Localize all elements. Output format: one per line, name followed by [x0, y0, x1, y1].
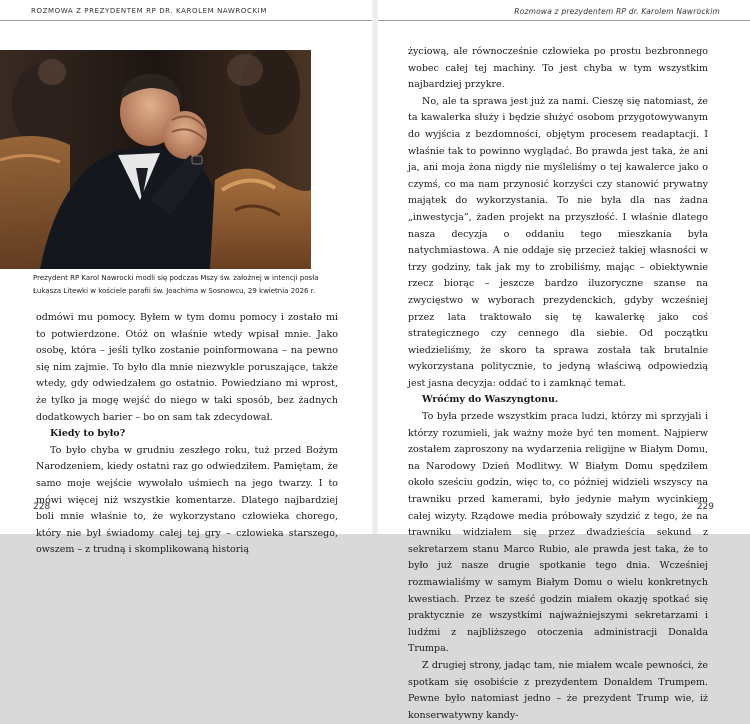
- paragraph: No, ale ta sprawa jest już za nami. Cieszę się natomiast, że ta kawalerka służy i będzie służyć osobom przygotowywanym do wyjścia z bezdomności, objętym procesem readaptacji. I właśnie tak to powinno wyglądać. Bo prawda jest taka, że ani ja, ani moja żona nigdy nie myśleliśmy o tej kawalerce jako o czymś, co ma nam przynosić korzyści czy stanowić prywatny majątek do wykorzystania. To nie była dla nas żadna „inwestycja”, żaden projekt na przyszłość. I właśnie dlatego nasza decyzja o oddaniu tego mieszkania była natychmiastowa. A nie oddaje się przecież takiej własności w trzy godziny, tak jak my to zrobiliśmy, mając – obiektywnie rzecz biorąc – jeszcze bardzo iluzoryczne szanse na zwycięstwo w wyborach prezydenckich, gdyby wcześniej przez lata traktowało się tę kawalerkę jako coś strategicznego czy cennego dla siebie. Od początku wiedzieliśmy, że skoro ta sprawa została tak brutalnie wykorzystana politycznie, to jedyną właściwą odpowiedzią jest jasna decyzja: oddać to i zamknąć temat.: [408, 95, 708, 389]
- right-page-text: [408, 44, 708, 724]
- running-head-left: ROZMOWA Z PREZYDENTEM RP DR. KAROLEM NAWROCKIM: [31, 7, 267, 15]
- page-number-left: 228: [33, 502, 51, 512]
- running-head-right: Rozmowa z prezydentem RP dr. Karolem Nawrockim: [514, 7, 720, 16]
- left-page-text: [36, 310, 338, 559]
- paragraph: odmówi mu pomocy. Byłem w tym domu pomocy i zostało mi to potwierdzone. Otóż on właśnie wtedy wpisał mnie. Jako osobę, która – jeśli tylko zostanie poinformowana – na pewno się nim zajmie. To było dla mnie niezwykle poruszające, także wtedy, gdy odwiedzałem go ostatnio. Powiedziano mi wprost, że tylko ja mogę wejść do niego w taki sposób, bez żadnych dodatkowych barier – bo on sam tak zdecydował.: [36, 312, 338, 423]
- paragraph: życiową, ale równocześnie człowieka po prostu bezbronnego wobec całej tej machiny. To jest chyba w tym wszystkim najbardziej przykre.: [408, 46, 708, 91]
- paragraph: Z drugiej strony, jadąc tam, nie miałem wcale pewności, że spotkam się osobiście z prezydentem Donaldem Trumpem. Pewne było natomiast jedno – że prezydent Trump wie, iż konserwatywny kandy-: [408, 659, 708, 721]
- paragraph: To było chyba w grudniu zeszłego roku, tuż przed Bożym Narodzeniem, kiedy ostatni raz go odwiedziłem. Pamiętam, że samo moje wejście wywołało uśmiech na jego twarzy. I to mówi więcej niż wszystkie komentarze. Dlatego najbardziej boli mnie właśnie to, że wykorzystano człowieka chorego, który nie był świadomy całej tej gry – człowieka starszego, owszem – z trudną i skomplikowaną historią: [36, 444, 338, 556]
- interview-question: Kiedy to było?: [50, 428, 126, 440]
- page-number-right: 229: [696, 502, 714, 512]
- book-gutter: [372, 0, 378, 534]
- header-rule-right: [378, 20, 750, 21]
- header-rule-left: [0, 20, 372, 21]
- paragraph: To była przede wszystkim praca ludzi, którzy mi sprzyjali i którzy rozumieli, jak ważny może być ten moment. Najpierw zostałem zaproszony na wydarzenia religijne w Białym Domu, na Narodowy Dzień Modlitwy. W Białym Domu spędziłem około sześciu godzin, więc to, co później widzieli wszyscy na trawniku przed kamerami, było jedynie małym wycinkiem całej wizyty. Rządowe media próbowały szydzić z tego, że na trawniku widziałem się przez dwadzieścia sekund z sekretarzem stanu Marco Rubio, ale prawda jest taka, że to było już nasze drugie spotkanie tego dnia. Wcześniej rozmawialiśmy w samym Białym Domu o wielu konkretnych kwestiach. Przez te sześć godzin miałem okazję spotkać się praktycznie ze wszystkimi najważniejszymi sekretarzami i ludźmi z najbliższego otoczenia administracji Donalda Trumpa.: [408, 411, 708, 655]
- interview-question: Wróćmy do Waszyngtonu.: [422, 394, 559, 406]
- photo-caption: Prezydent RP Karol Nawrocki modli się podczas Mszy św. założnej w intencji posła Łukasza Litewki w kościele parafii św. Joachima w Sosnowcu, 29 kwietnia 2026 r.: [33, 274, 319, 295]
- photo-praying-man: [0, 50, 311, 269]
